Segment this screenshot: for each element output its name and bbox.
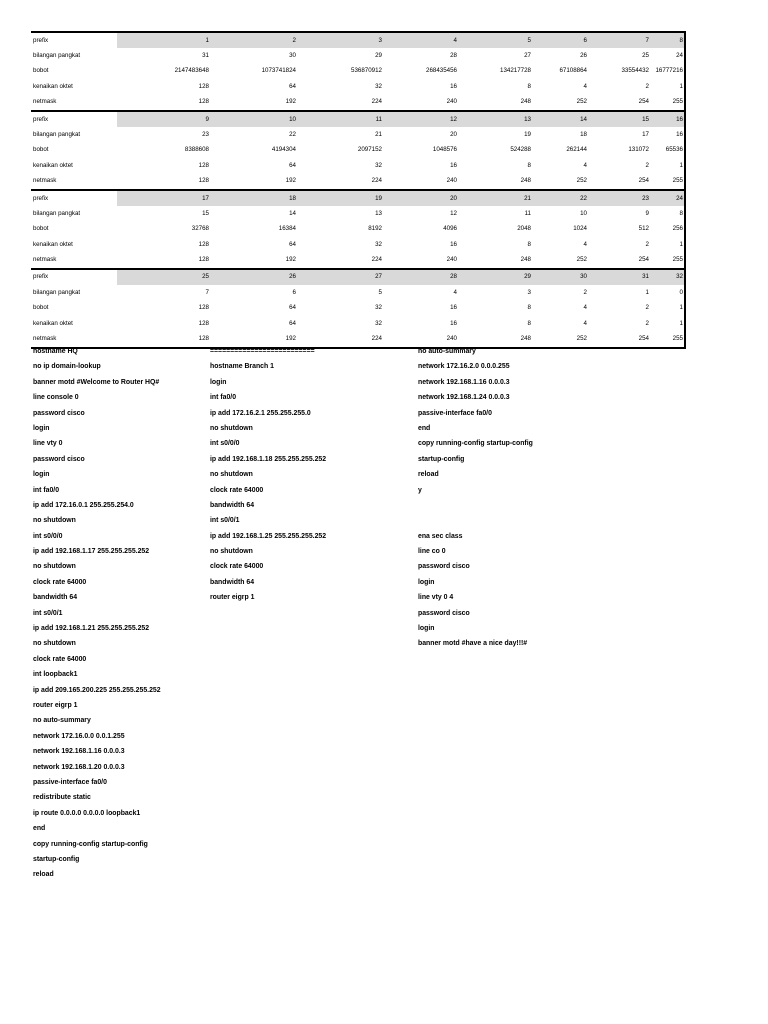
table-cell: 128 bbox=[198, 335, 209, 343]
table-cell: 128 bbox=[198, 304, 209, 312]
table-cell: 21 bbox=[458, 190, 532, 206]
table-cell: 16777216 bbox=[655, 67, 683, 75]
config-line: int fa0/0 bbox=[210, 394, 237, 402]
table-cell: 65536 bbox=[665, 146, 683, 154]
table-cell: 240 bbox=[446, 335, 457, 343]
config-line: clock rate 64000 bbox=[33, 578, 87, 586]
table-cell: 1 bbox=[117, 32, 210, 48]
table-cell: 31 bbox=[588, 269, 650, 285]
table-row-prefix bbox=[31, 269, 685, 285]
subnet-tables bbox=[31, 31, 683, 349]
table-cell: 10 bbox=[580, 209, 587, 217]
table-cell: 31 bbox=[202, 51, 209, 59]
table-cell: 1 bbox=[679, 240, 683, 248]
table-cell: 10 bbox=[210, 111, 297, 127]
table-cell: 16384 bbox=[278, 225, 296, 233]
config-line: ip route 0.0.0.0 0.0.0.0 loopback1 bbox=[33, 809, 141, 817]
subnet-table bbox=[31, 110, 686, 189]
table-cell: 248 bbox=[520, 98, 531, 106]
table-cell: 67108864 bbox=[559, 67, 587, 75]
config-line: login bbox=[418, 625, 435, 633]
table-cell: 5 bbox=[378, 288, 382, 296]
row-label: prefix bbox=[31, 32, 117, 48]
table-cell: 2 bbox=[645, 319, 649, 327]
table-cell: 2 bbox=[210, 32, 297, 48]
table-cell: 2 bbox=[645, 240, 649, 248]
table-cell: 28 bbox=[383, 269, 458, 285]
config-line: router eigrp 1 bbox=[33, 701, 78, 709]
table-cell: 16 bbox=[450, 82, 457, 90]
table-cell: 3 bbox=[527, 288, 531, 296]
config-line: redistribute static bbox=[33, 794, 91, 802]
row-label: kenaikan oktet bbox=[33, 319, 73, 327]
table-cell: 19 bbox=[524, 130, 531, 138]
table-cell: 254 bbox=[638, 98, 649, 106]
config-line: int s0/0/0 bbox=[210, 440, 240, 448]
config-line: int loopback1 bbox=[33, 671, 78, 679]
config-line: ip add 172.16.0.1 255.255.254.0 bbox=[33, 501, 134, 509]
table-cell: 254 bbox=[638, 177, 649, 185]
table-cell: 192 bbox=[285, 177, 296, 185]
table-cell: 32 bbox=[650, 269, 685, 285]
table-cell: 128 bbox=[198, 177, 209, 185]
config-line: no auto-summary bbox=[33, 717, 91, 725]
table-cell: 32 bbox=[375, 161, 382, 169]
table-cell: 64 bbox=[289, 304, 296, 312]
config-line: ip add 192.168.1.17 255.255.255.252 bbox=[33, 548, 150, 556]
table-cell: 2 bbox=[645, 161, 649, 169]
config-line: no auto-summary bbox=[418, 348, 476, 355]
table-cell: 128 bbox=[198, 240, 209, 248]
table-cell: 254 bbox=[638, 335, 649, 343]
table-cell: 16 bbox=[450, 240, 457, 248]
config-line bbox=[418, 498, 533, 513]
table-row-kenaikan-oktet bbox=[31, 316, 685, 331]
table-cell: 32768 bbox=[191, 225, 209, 233]
row-label: bobot bbox=[33, 146, 49, 154]
table-cell: 128 bbox=[198, 161, 209, 169]
row-label: kenaikan oktet bbox=[33, 240, 73, 248]
table-cell: 1 bbox=[679, 319, 683, 327]
table-cell: 255 bbox=[672, 256, 683, 264]
table-row-kenaikan-oktet bbox=[31, 158, 685, 173]
table-row-kenaikan-oktet bbox=[31, 79, 685, 94]
table-row-bobot bbox=[31, 301, 685, 316]
row-label: bobot bbox=[33, 304, 49, 312]
table-cell: 2 bbox=[645, 304, 649, 312]
config-line: network 192.168.1.24 0.0.0.3 bbox=[418, 394, 510, 402]
table-cell: 8 bbox=[527, 161, 531, 169]
table-cell: 255 bbox=[672, 177, 683, 185]
config-line: passive-interface fa0/0 bbox=[33, 778, 107, 786]
table-cell: 240 bbox=[446, 177, 457, 185]
config-line: banner motd #Welcome to Router HQ# bbox=[33, 378, 160, 386]
table-cell: 1 bbox=[645, 288, 649, 296]
config-line: no shutdown bbox=[210, 471, 253, 479]
row-label: netmask bbox=[33, 177, 57, 185]
table-cell: 16 bbox=[450, 319, 457, 327]
table-cell: 262144 bbox=[566, 146, 587, 154]
table-cell: 28 bbox=[450, 51, 457, 59]
config-column-branch1 bbox=[210, 344, 326, 606]
table-cell: 11 bbox=[297, 111, 383, 127]
config-line: y bbox=[418, 486, 422, 494]
table-row-bilangan-pangkat bbox=[31, 285, 685, 300]
table-cell: 252 bbox=[576, 256, 587, 264]
row-label: kenaikan oktet bbox=[33, 161, 73, 169]
config-line: password cisco bbox=[418, 563, 470, 571]
table-cell: 128 bbox=[198, 82, 209, 90]
config-line: reload bbox=[33, 871, 54, 879]
config-line: router eigrp 1 bbox=[210, 594, 255, 602]
table-cell: 8 bbox=[527, 319, 531, 327]
table-cell: 12 bbox=[383, 111, 458, 127]
table-row-bobot bbox=[31, 222, 685, 237]
table-row-kenaikan-oktet bbox=[31, 237, 685, 252]
table-cell: 1048576 bbox=[432, 146, 457, 154]
table-cell: 524288 bbox=[510, 146, 531, 154]
table-cell: 20 bbox=[383, 190, 458, 206]
config-line: banner motd #have a nice day!!!# bbox=[418, 640, 528, 648]
config-line: bandwidth 64 bbox=[210, 501, 255, 509]
table-cell: 64 bbox=[289, 161, 296, 169]
row-label: bilangan pangkat bbox=[33, 130, 81, 138]
config-line: int s0/0/0 bbox=[33, 532, 63, 540]
config-line: network 192.168.1.16 0.0.0.3 bbox=[33, 748, 125, 756]
table-cell: 20 bbox=[450, 130, 457, 138]
table-cell: 2 bbox=[583, 288, 587, 296]
config-line: login bbox=[33, 471, 50, 479]
config-line: int fa0/0 bbox=[33, 486, 60, 494]
table-cell: 24 bbox=[676, 51, 683, 59]
config-line: ip add 209.165.200.225 255.255.255.252 bbox=[33, 686, 161, 694]
table-cell: 4 bbox=[583, 240, 587, 248]
table-row-prefix bbox=[31, 190, 685, 206]
config-line: int s0/0/1 bbox=[210, 517, 240, 525]
row-label: prefix bbox=[31, 190, 117, 206]
table-cell: 2097152 bbox=[357, 146, 382, 154]
table-cell: 268435456 bbox=[426, 67, 457, 75]
table-cell: 2 bbox=[645, 82, 649, 90]
table-cell: 1024 bbox=[573, 225, 587, 233]
table-cell: 252 bbox=[576, 98, 587, 106]
table-cell: 32 bbox=[375, 82, 382, 90]
table-row-prefix bbox=[31, 32, 685, 48]
config-line: network 172.16.2.0 0.0.0.255 bbox=[418, 363, 510, 371]
table-cell: 4 bbox=[583, 82, 587, 90]
config-line: password cisco bbox=[418, 609, 470, 617]
table-cell: 8 bbox=[527, 304, 531, 312]
config-line: no shutdown bbox=[33, 563, 76, 571]
table-cell: 16 bbox=[450, 304, 457, 312]
config-column-hq bbox=[33, 344, 161, 883]
config-line: ip add 192.168.1.21 255.255.255.252 bbox=[33, 625, 150, 633]
table-cell: 5 bbox=[458, 32, 532, 48]
table-cell: 29 bbox=[458, 269, 532, 285]
config-line: line co 0 bbox=[418, 548, 446, 556]
row-label: bobot bbox=[33, 225, 49, 233]
config-line: network 172.16.0.0 0.0.1.255 bbox=[33, 732, 125, 740]
table-cell: 64 bbox=[289, 319, 296, 327]
table-row-prefix bbox=[31, 111, 685, 127]
table-cell: 8 bbox=[527, 82, 531, 90]
table-cell: 30 bbox=[289, 51, 296, 59]
subnet-table bbox=[31, 268, 686, 349]
table-cell: 64 bbox=[289, 240, 296, 248]
table-cell: 4 bbox=[583, 161, 587, 169]
table-cell: 8 bbox=[650, 32, 685, 48]
table-cell: 32 bbox=[375, 319, 382, 327]
config-line: reload bbox=[418, 471, 439, 479]
table-cell: 192 bbox=[285, 335, 296, 343]
config-line: copy running-config startup-config bbox=[33, 840, 148, 848]
table-cell: 24 bbox=[650, 190, 685, 206]
config-line: login bbox=[418, 578, 435, 586]
table-cell: 14 bbox=[289, 209, 296, 217]
table-cell: 256 bbox=[672, 225, 683, 233]
config-line: end bbox=[33, 825, 46, 833]
table-cell: 240 bbox=[446, 256, 457, 264]
table-row-netmask bbox=[31, 252, 685, 267]
row-label: kenaikan oktet bbox=[33, 82, 73, 90]
config-line: line console 0 bbox=[33, 394, 79, 402]
config-line: hostname HQ bbox=[33, 348, 78, 355]
row-label: prefix bbox=[31, 111, 117, 127]
table-cell: 21 bbox=[375, 130, 382, 138]
config-line: hostname Branch 1 bbox=[210, 363, 274, 371]
table-cell: 32 bbox=[375, 240, 382, 248]
table-row-netmask bbox=[31, 174, 685, 189]
table-cell: 128 bbox=[198, 319, 209, 327]
table-cell: 4 bbox=[583, 304, 587, 312]
config-line: passive-interface fa0/0 bbox=[418, 409, 492, 417]
row-label: netmask bbox=[33, 256, 57, 264]
config-line: ena sec class bbox=[418, 532, 463, 540]
config-line: clock rate 64000 bbox=[210, 563, 264, 571]
config-line: password cisco bbox=[33, 409, 85, 417]
table-cell: 252 bbox=[576, 335, 587, 343]
table-cell: 14 bbox=[532, 111, 588, 127]
table-cell: 25 bbox=[642, 51, 649, 59]
config-line: network 192.168.1.20 0.0.0.3 bbox=[33, 763, 125, 771]
table-cell: 16 bbox=[450, 161, 457, 169]
config-line: line vty 0 4 bbox=[418, 594, 454, 602]
table-cell: 224 bbox=[371, 177, 382, 185]
table-cell: 1073741824 bbox=[261, 67, 296, 75]
table-cell: 8388608 bbox=[184, 146, 209, 154]
table-cell: 32 bbox=[375, 304, 382, 312]
table-row-bilangan-pangkat bbox=[31, 48, 685, 63]
table-cell: 128 bbox=[198, 256, 209, 264]
row-label: bilangan pangkat bbox=[33, 209, 81, 217]
table-cell: 8192 bbox=[368, 225, 382, 233]
table-cell: 29 bbox=[375, 51, 382, 59]
table-cell: 15 bbox=[588, 111, 650, 127]
table-cell: 7 bbox=[205, 288, 209, 296]
table-cell: 131072 bbox=[628, 146, 649, 154]
config-line: no shutdown bbox=[33, 517, 76, 525]
table-row-bobot bbox=[31, 64, 685, 79]
config-line: login bbox=[210, 378, 227, 386]
table-cell: 248 bbox=[520, 177, 531, 185]
config-line: bandwidth 64 bbox=[33, 594, 78, 602]
table-cell: 16 bbox=[676, 130, 683, 138]
table-row-bilangan-pangkat bbox=[31, 206, 685, 221]
table-row-netmask bbox=[31, 95, 685, 110]
table-cell: 4 bbox=[383, 32, 458, 48]
table-cell: 16 bbox=[650, 111, 685, 127]
config-line: startup-config bbox=[33, 855, 80, 863]
config-line: bandwidth 64 bbox=[210, 578, 255, 586]
table-cell: 17 bbox=[117, 190, 210, 206]
table-cell: 224 bbox=[371, 335, 382, 343]
table-cell: 9 bbox=[117, 111, 210, 127]
table-cell: 224 bbox=[371, 98, 382, 106]
table-cell: 15 bbox=[202, 209, 209, 217]
table-cell: 3 bbox=[297, 32, 383, 48]
table-cell: 1 bbox=[679, 82, 683, 90]
subnet-table bbox=[31, 31, 686, 110]
table-row-bobot bbox=[31, 143, 685, 158]
table-cell: 12 bbox=[450, 209, 457, 217]
table-cell: 8 bbox=[679, 209, 683, 217]
row-label: bilangan pangkat bbox=[33, 51, 81, 59]
table-cell: 22 bbox=[289, 130, 296, 138]
config-line bbox=[418, 513, 533, 528]
table-cell: 17 bbox=[642, 130, 649, 138]
config-line: ========================== bbox=[210, 348, 315, 355]
table-cell: 134217728 bbox=[500, 67, 531, 75]
table-cell: 255 bbox=[672, 98, 683, 106]
table-cell: 27 bbox=[297, 269, 383, 285]
table-cell: 33554432 bbox=[621, 67, 649, 75]
config-column-branch1-cont bbox=[418, 344, 533, 652]
table-cell: 22 bbox=[532, 190, 588, 206]
table-cell: 26 bbox=[580, 51, 587, 59]
table-cell: 2147483648 bbox=[174, 67, 209, 75]
table-cell: 23 bbox=[588, 190, 650, 206]
table-cell: 254 bbox=[638, 256, 649, 264]
config-line: clock rate 64000 bbox=[210, 486, 264, 494]
table-cell: 1 bbox=[679, 304, 683, 312]
table-cell: 128 bbox=[198, 98, 209, 106]
row-label: prefix bbox=[31, 269, 117, 285]
config-line: startup-config bbox=[418, 455, 465, 463]
table-cell: 4 bbox=[583, 319, 587, 327]
table-cell: 18 bbox=[580, 130, 587, 138]
table-cell: 4 bbox=[453, 288, 457, 296]
table-cell: 2048 bbox=[517, 225, 531, 233]
table-cell: 4194304 bbox=[271, 146, 296, 154]
row-label: bilangan pangkat bbox=[33, 288, 81, 296]
table-cell: 4096 bbox=[443, 225, 457, 233]
table-cell: 248 bbox=[520, 335, 531, 343]
row-label: bobot bbox=[33, 67, 49, 75]
table-cell: 13 bbox=[375, 209, 382, 217]
table-cell: 252 bbox=[576, 177, 587, 185]
table-cell: 6 bbox=[532, 32, 588, 48]
table-cell: 27 bbox=[524, 51, 531, 59]
config-line: copy running-config startup-config bbox=[418, 440, 533, 448]
table-cell: 192 bbox=[285, 256, 296, 264]
config-line: no ip domain-lookup bbox=[33, 363, 101, 371]
config-line: end bbox=[418, 424, 431, 432]
config-line: login bbox=[33, 424, 50, 432]
table-cell: 11 bbox=[524, 209, 531, 217]
config-line: ip add 192.168.1.18 255.255.255.252 bbox=[210, 455, 327, 463]
config-line: line vty 0 bbox=[33, 440, 63, 448]
table-cell: 240 bbox=[446, 98, 457, 106]
config-line: ip add 172.16.2.1 255.255.255.0 bbox=[210, 409, 311, 417]
row-label: netmask bbox=[33, 335, 57, 343]
config-line: no shutdown bbox=[33, 640, 76, 648]
table-cell: 26 bbox=[210, 269, 297, 285]
config-line: clock rate 64000 bbox=[33, 655, 87, 663]
table-cell: 248 bbox=[520, 256, 531, 264]
table-cell: 255 bbox=[672, 335, 683, 343]
table-cell: 19 bbox=[297, 190, 383, 206]
config-line: password cisco bbox=[33, 455, 85, 463]
config-line: int s0/0/1 bbox=[33, 609, 63, 617]
table-cell: 6 bbox=[292, 288, 296, 296]
table-cell: 536870912 bbox=[351, 67, 382, 75]
table-cell: 9 bbox=[645, 209, 649, 217]
config-line: ip add 192.168.1.25 255.255.255.252 bbox=[210, 532, 327, 540]
table-cell: 25 bbox=[117, 269, 210, 285]
row-label: netmask bbox=[33, 98, 57, 106]
table-cell: 23 bbox=[202, 130, 209, 138]
config-line: no shutdown bbox=[210, 548, 253, 556]
table-cell: 13 bbox=[458, 111, 532, 127]
table-cell: 1 bbox=[679, 161, 683, 169]
config-line: no shutdown bbox=[210, 424, 253, 432]
table-cell: 0 bbox=[679, 288, 683, 296]
table-cell: 18 bbox=[210, 190, 297, 206]
table-cell: 512 bbox=[638, 225, 649, 233]
subnet-table bbox=[31, 189, 686, 268]
table-cell: 8 bbox=[527, 240, 531, 248]
table-cell: 64 bbox=[289, 82, 296, 90]
table-row-bilangan-pangkat bbox=[31, 127, 685, 142]
table-cell: 192 bbox=[285, 98, 296, 106]
table-cell: 7 bbox=[588, 32, 650, 48]
config-line: network 192.168.1.16 0.0.0.3 bbox=[418, 378, 510, 386]
table-cell: 30 bbox=[532, 269, 588, 285]
table-cell: 224 bbox=[371, 256, 382, 264]
